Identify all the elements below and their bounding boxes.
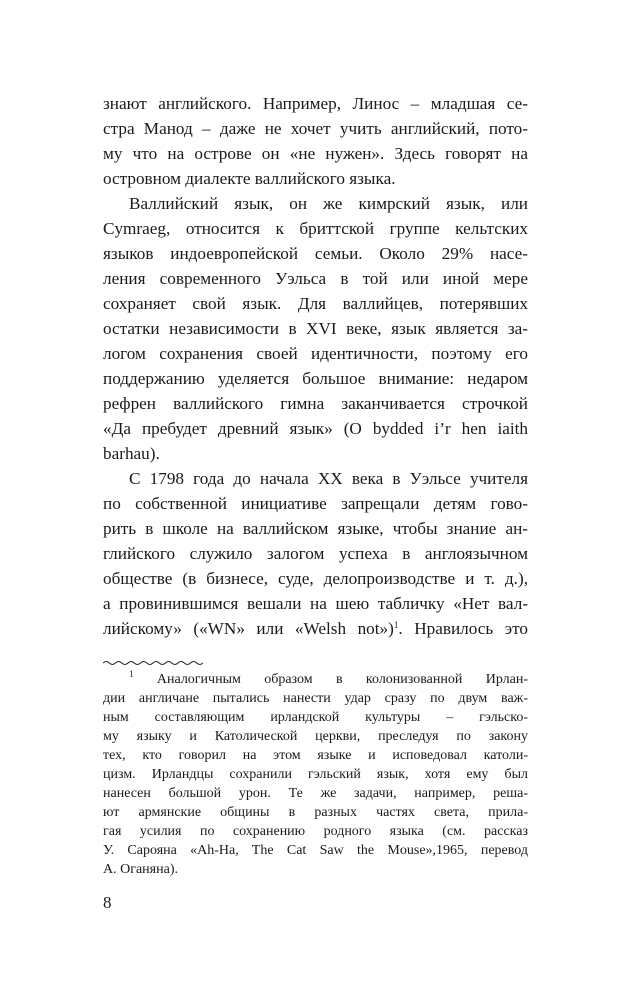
footnotes xyxy=(103,670,528,879)
text-line: поддержанию уделяется большое внимание: недаром xyxy=(103,369,528,388)
footnote-line: нанесен большой урон. Те же задачи, например, реша- xyxy=(103,786,528,801)
text-line: знают английского. Например, Линос – младшая се- xyxy=(103,94,528,113)
text-line: рефрен валлийского гимна заканчивается строчкой xyxy=(103,394,528,413)
text-line: остатки независимости в XVI веке, язык является за- xyxy=(103,319,528,338)
text-line: ления современного Уэльса в той или иной мере xyxy=(103,269,528,288)
text-line: стра Манод – даже не хочет учить английский, пото- xyxy=(103,119,528,138)
text-line: по собственной инициативе запрещали детям гово- xyxy=(103,494,528,513)
footnote-line: ным составляющим ирландской культуры – гэльско- xyxy=(103,710,528,725)
footnote-divider-wavy xyxy=(103,658,203,668)
footnote-line: ют армянские общины в разных частях света, прила- xyxy=(103,805,528,820)
text-line: обществе (в бизнесе, суде, делопроизводстве и т. д.), xyxy=(103,569,528,588)
text-line: barhau). xyxy=(103,444,160,463)
text-segment: . Нравилось это xyxy=(398,619,528,638)
footnote-line: тех, кто говорил на этом языке и исповедовал католи- xyxy=(103,748,528,763)
text-line: С 1798 года до начала XX века в Уэльсе учителя xyxy=(129,469,528,488)
footnote-line: цизм. Ирландцы сохранили гэльский язык, хотя ему был xyxy=(103,767,528,782)
text-line: глийского служило залогом успеха в англоязычном xyxy=(103,544,528,563)
text-line xyxy=(103,616,528,641)
page-number: 8 xyxy=(103,893,112,912)
text-line: а провинившимся вешали на шею табличку «Нет вал- xyxy=(103,594,528,613)
text-line: островном диалекте валлийского языка. xyxy=(103,169,396,188)
text-line: языков индоевропейской семьи. Около 29% насе- xyxy=(103,244,528,263)
footnote-line: гая усилия по сохранению родного языка (см. рассказ xyxy=(103,824,528,839)
text-line: логом сохранения своей идентичности, поэтому его xyxy=(103,344,528,363)
footnote-reference[interactable]: 1 xyxy=(393,620,399,630)
text-line: сохраняет свой язык. Для валлийцев, потерявших xyxy=(103,294,528,313)
footnote-line: А. Оганяна). xyxy=(103,862,178,877)
text-line: Cymraeg, относится к бриттской группе кельтских xyxy=(103,219,528,238)
text-line: Валлийский язык, он же кимрский язык, или xyxy=(129,194,528,213)
footnote-line xyxy=(103,670,528,689)
footnote-line: дии англичане пытались нанести удар сразу по двум важ- xyxy=(103,691,528,706)
text-segment: лийскому» («WN» или «Welsh not») xyxy=(103,619,394,638)
footnote-marker: 1 xyxy=(129,669,134,679)
main-text xyxy=(103,91,528,641)
text-line: рить в школе на валлийском языке, чтобы знание ан- xyxy=(103,519,528,538)
text-line: му что на острове он «не нужен». Здесь говорят на xyxy=(103,144,528,163)
footnote-line: У. Сарояна «Ah-Ha, The Cat Saw the Mouse»,1965, перевод xyxy=(103,843,528,858)
footnote-line: му языку и Католической церкви, преследуя по закону xyxy=(103,729,528,744)
text-segment: Аналогичным образом в колонизованной Ирлан- xyxy=(156,672,529,687)
text-line: «Да пребудет древний язык» (O bydded i’r hen iaith xyxy=(103,419,528,438)
